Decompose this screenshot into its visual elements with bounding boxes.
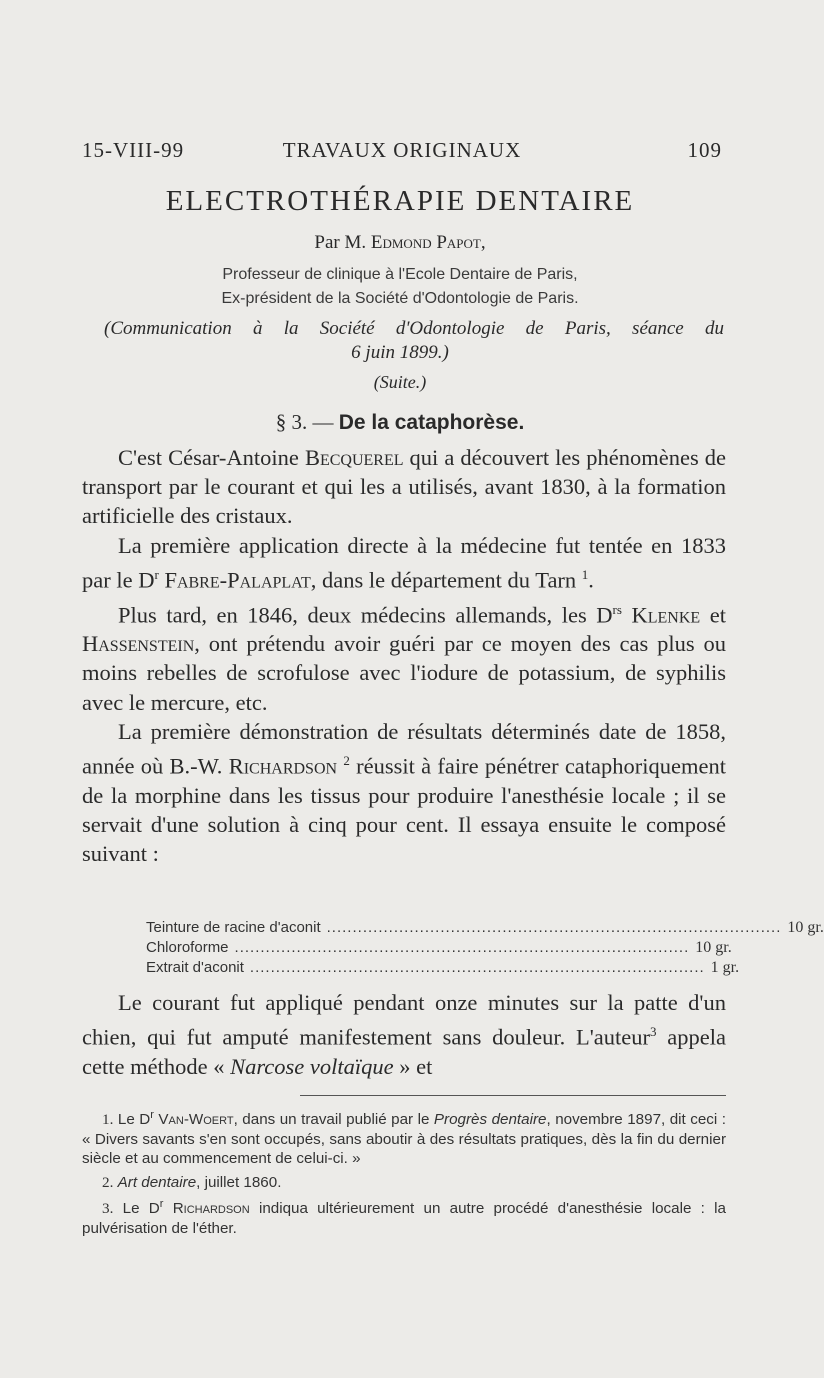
section-number: § 3. — [275,410,334,434]
paragraph: Le courant fut appliqué pendant onze minutes sur la patte d'un chien, qui fut amputé manifestement sans douleur. L'auteur$^3$ appela cette méthode « Narcose voltaïque » et [82,990,726,1079]
footnote: 2. Art dentaire, juillet 1860. [102,1173,282,1191]
person-name: Hassenstein [82,631,195,657]
page-number: 109 [687,138,722,162]
suite-note: (Suite.) [373,372,427,392]
section-title-text: De la cataphorèse. [338,411,525,434]
body-text-top [82,443,726,868]
person-name: Fabre-Palaplat [164,567,311,593]
person-name: Richardson [172,1200,250,1218]
formula-row [146,958,740,978]
footnote-ref: 3 [650,1024,657,1040]
paragraph: C'est César-Antoine Becquerel qui a découvert les phénomènes de transport par le courant et qui les a utilisés, avant 1830, à la formation artificielle des cristaux. [82,445,726,529]
ingredient-name: Teinture de racine d'aconit [146,919,321,936]
footnote-ref: 1 [581,566,589,582]
author-position-1: Professeur de clinique à l'Ecole Dentaire de Paris, [222,266,578,283]
footnote: 3. Le $D^r$ Richardson indiqua ultérieurement un autre procédé d'anesthésie locale : la pulvérisation de l'éther. [82,1198,726,1238]
section-title: TRAVAUX ORIGINAUX [282,138,522,162]
ingredient-amount: 1 gr. [710,959,740,976]
person-name: Richardson [228,753,338,779]
dot-leader: ........................................................................................ [326,919,782,936]
ingredient-name: Extrait d'aconit [146,959,244,976]
footnotes [82,1106,726,1242]
paragraph: La première démonstration de résultats déterminés date de 1858, année où B.-W. Richardson $^2$ réussit à faire pénétrer cataphoriquement de la morphine dans les tissus pour produire l'anesthésie locale ; il se servait d'une solution à cinq pour cent. Il essaya ensuite le composé suivant : [82,718,727,867]
footnote-divider [300,1095,726,1096]
body-text-bottom [82,988,726,1081]
issue-date: 15-VIII-99 [82,138,185,162]
formula-row [146,938,732,958]
ingredient-name: Chloroforme [146,939,229,956]
person-name: Becquerel [304,445,404,470]
author-name: Edmond Papot, [370,232,486,253]
formula-table [146,918,824,978]
author-prefix: Par M. [314,232,367,253]
section-heading [0,410,800,435]
paragraph: La première application directe à la médecine fut tentée en 1833 par le $D^r$ Fabre-Palaplat, dans le département du Tarn $^1$. [82,532,726,593]
person-name: Klenke [631,602,701,628]
dot-leader: ........................................................................................ [234,939,690,956]
running-head [82,138,722,168]
ingredient-amount: 10 gr. [695,939,732,956]
communication-line-1: (Communication à la Société d'Odontologie de Paris, séance du [104,318,724,339]
formula-row [146,918,824,938]
author-position-2: Ex-président de la Société d'Odontologie de Paris. [221,290,579,307]
dot-leader: ........................................................................................ [249,959,705,976]
footnote: 1. Le $D^r$ Van-Woert, dans un travail publié par le Progrès dentaire, novembre 1897, dit ceci : « Divers savants s'en sont occupés, sans aboutir à des résultats pratiques, dès la fin du dernier siècle et au commencement de celui-ci. » [82,1109,726,1168]
article-title: ELECTROTHÉRAPIE DENTAIRE [165,185,635,217]
communication-line-2: 6 juin 1899.) [351,342,449,363]
paragraph: Plus tard, en 1846, deux médecins allemands, les $D^{rs}$ Klenke et Hassenstein, ont prétendu avoir guéri par ce moyen des cas plus ou moins rebelles de scrofulose avec l'iodure de potassium, de syphilis avec le mercure, etc. [82,601,727,715]
ingredient-amount: 10 gr. [787,919,824,936]
author-line [0,232,800,254]
person-name: Van-Woert [158,1111,234,1129]
footnote-ref: 2 [343,753,350,769]
